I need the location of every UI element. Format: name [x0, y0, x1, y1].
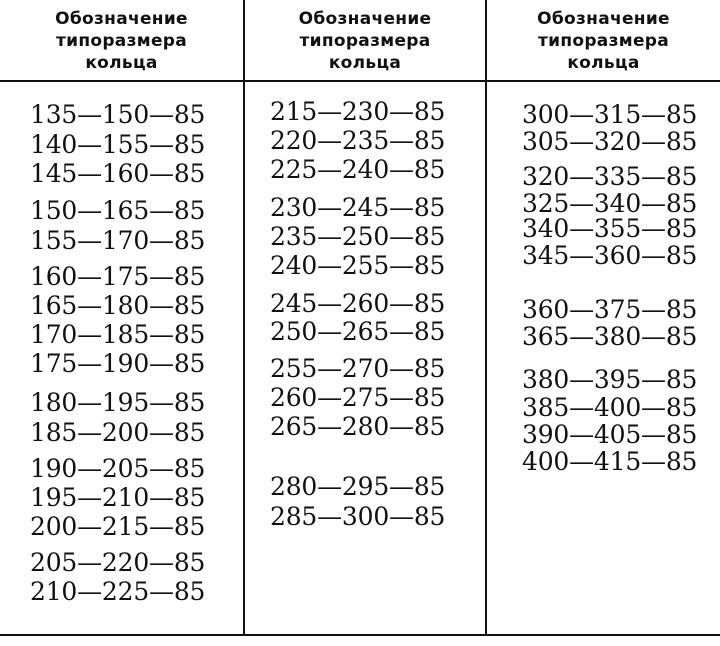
ring-size: 345—360—85	[522, 241, 698, 270]
ring-size: 200—215—85	[30, 512, 206, 541]
ring-size: 340—355—85	[522, 214, 698, 243]
ring-size: 260—275—85	[270, 383, 446, 412]
bottom-rule	[0, 634, 720, 636]
ring-size: 215—230—85	[270, 97, 446, 126]
header-line: Обозначение	[55, 9, 188, 29]
column-header	[0, 8, 243, 74]
header-line: кольца	[328, 53, 402, 73]
ring-size: 240—255—85	[270, 251, 446, 280]
ring-size: 385—400—85	[522, 393, 698, 422]
ring-size: 245—260—85	[270, 289, 446, 318]
header-line: Обозначение	[298, 9, 432, 29]
ring-size: 390—405—85	[522, 420, 698, 449]
ring-size: 160—175—85	[30, 262, 206, 291]
ring-size: 150—165—85	[30, 196, 206, 225]
ring-size: 220—235—85	[270, 126, 446, 155]
ring-size: 135—150—85	[30, 100, 206, 129]
header-line: типоразмера	[55, 31, 188, 51]
ring-size: 210—225—85	[30, 577, 206, 606]
ring-size: 360—375—85	[522, 295, 698, 324]
ring-size: 190—205—85	[30, 454, 206, 483]
ring-size: 145—160—85	[30, 159, 206, 188]
ring-size: 195—210—85	[30, 483, 206, 512]
ring-size: 165—180—85	[30, 291, 206, 320]
ring-size: 365—380—85	[522, 322, 698, 351]
ring-size: 250—265—85	[270, 317, 446, 346]
ring-size: 235—250—85	[270, 222, 446, 251]
ring-size: 175—190—85	[30, 349, 206, 378]
ring-size: 285—300—85	[270, 502, 446, 531]
ring-size: 400—415—85	[522, 447, 698, 476]
header-line: Обозначение	[537, 9, 670, 29]
ring-size: 300—315—85	[522, 100, 698, 129]
ring-size: 170—185—85	[30, 320, 206, 349]
header-rule	[0, 80, 720, 82]
column-divider	[485, 0, 487, 634]
ring-size: 305—320—85	[522, 127, 698, 156]
ring-size: 230—245—85	[270, 193, 446, 222]
ring-size: 280—295—85	[270, 472, 446, 501]
column-header	[245, 8, 485, 74]
header-line: типоразмера	[299, 31, 431, 51]
ring-size: 320—335—85	[522, 162, 698, 191]
header-line: кольца	[85, 53, 158, 73]
ring-size: 325—340—85	[522, 189, 698, 218]
ring-size: 255—270—85	[270, 354, 446, 383]
column-header	[487, 8, 720, 74]
ring-size: 155—170—85	[30, 226, 206, 255]
ring-size: 140—155—85	[30, 130, 206, 159]
ring-size: 265—280—85	[270, 412, 446, 441]
ring-size: 180—195—85	[30, 388, 206, 417]
header-line: типоразмера	[537, 31, 670, 51]
header-line: кольца	[567, 53, 640, 73]
ring-size: 225—240—85	[270, 155, 446, 184]
ring-size: 205—220—85	[30, 548, 206, 577]
ring-size: 380—395—85	[522, 365, 698, 394]
column-divider	[243, 0, 245, 634]
ring-size: 185—200—85	[30, 418, 206, 447]
